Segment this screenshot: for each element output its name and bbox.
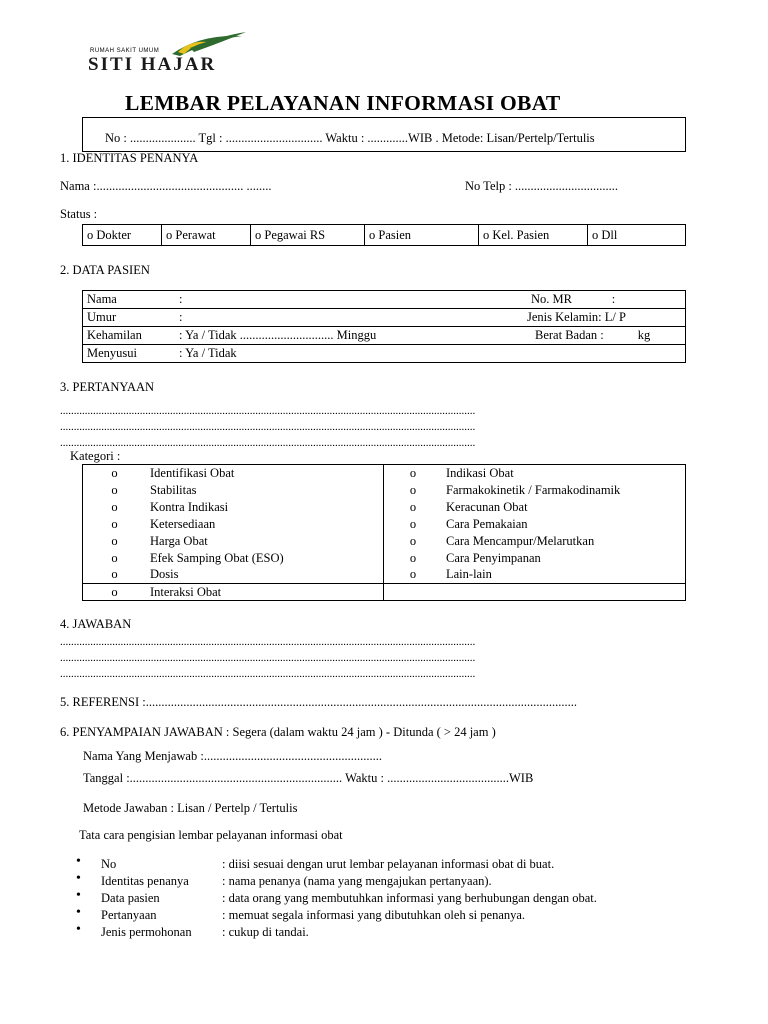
row-value[interactable]: : Ya / Tidak .............................. Minggu bbox=[179, 328, 377, 342]
list-item-term: No bbox=[101, 857, 117, 871]
jawaban-line-3[interactable]: ....................................................................................................................................................... bbox=[60, 668, 476, 680]
data-pasien-row bbox=[83, 327, 686, 345]
list-item-term: Data pasien bbox=[101, 891, 160, 905]
kategori-bullet-icon[interactable]: o bbox=[409, 516, 417, 531]
kategori-item: Identifikasi Obat bbox=[146, 465, 384, 482]
jawaban-line-1[interactable]: ....................................................................................................................................................... bbox=[60, 636, 476, 648]
list-item bbox=[76, 905, 696, 925]
section-6-heading: 6. PENYAMPAIAN JAWABAN : Segera (dalam waktu 24 jam ) - Ditunda ( > 24 jam ) bbox=[60, 725, 496, 739]
status-option-dll[interactable]: o Dll bbox=[588, 225, 686, 246]
status-option-perawat[interactable]: o Perawat bbox=[162, 225, 251, 246]
row-right-label: Berat Badan : bbox=[535, 328, 604, 342]
row-right-label: No. MR bbox=[531, 292, 572, 306]
bullet-icon: • bbox=[76, 871, 81, 886]
kategori-bullet-icon[interactable]: o bbox=[409, 465, 417, 480]
header-fields: No : ..................... Tgl : ............................... Waktu : .............WIB . Metode: Lisan/Pertelp/Tertulis bbox=[105, 131, 595, 145]
list-item bbox=[76, 888, 696, 908]
row-right-value bbox=[608, 345, 686, 363]
list-item-desc: : diisi sesuai dengan urut lembar pelayanan informasi obat di buat. bbox=[222, 857, 555, 871]
bullet-icon: • bbox=[76, 922, 81, 937]
kategori-table bbox=[82, 464, 686, 601]
status-option-pasien[interactable]: o Pasien bbox=[365, 225, 479, 246]
logo-subtitle: RUMAH SAKIT UMUM bbox=[90, 48, 160, 54]
row-value[interactable]: : bbox=[179, 310, 183, 324]
row-right-label bbox=[523, 345, 608, 363]
nama-penanya-field: Nama :............................................... ........ bbox=[60, 179, 272, 193]
kategori-bullet-icon[interactable]: o bbox=[111, 533, 118, 548]
tata-cara-list bbox=[76, 854, 696, 942]
list-item-term: Jenis permohonan bbox=[101, 925, 192, 939]
kategori-bullet-icon[interactable]: o bbox=[111, 465, 118, 480]
tanggal-waktu-field[interactable]: Tanggal :.................................................................... Waktu : .......................................WIB bbox=[83, 771, 534, 785]
kategori-label: Kategori : bbox=[70, 449, 121, 463]
data-pasien-row bbox=[83, 345, 686, 363]
kategori-item: Kontra Indikasi bbox=[146, 499, 384, 516]
data-pasien-row bbox=[83, 291, 686, 309]
kategori-item: Interaksi Obat bbox=[146, 584, 384, 601]
row-label: Nama bbox=[87, 292, 117, 306]
data-pasien-row bbox=[83, 309, 686, 327]
kategori-bullet-icon[interactable]: o bbox=[409, 533, 417, 548]
list-item-desc: : cukup di tandai. bbox=[222, 925, 309, 939]
page-title: LEMBAR PELAYANAN INFORMASI OBAT bbox=[125, 91, 561, 115]
list-item-term: Pertanyaan bbox=[101, 908, 157, 922]
list-item-desc: : memuat segala informasi yang dibutuhkan oleh si penanya. bbox=[222, 908, 526, 922]
section-5-referensi[interactable]: 5. REFERENSI :.......................................................................................................................................... bbox=[60, 695, 578, 709]
list-item bbox=[76, 922, 696, 942]
pertanyaan-line-3[interactable]: ....................................................................................................................................................... bbox=[60, 437, 476, 449]
logo-name: SITI HAJAR bbox=[88, 54, 217, 75]
kategori-item: Keracunan Obat bbox=[446, 499, 528, 514]
kategori-item: Lain-lain bbox=[446, 567, 492, 582]
section-1-heading: 1. IDENTITAS PENANYA bbox=[60, 151, 199, 165]
list-item-term: Identitas penanya bbox=[101, 874, 189, 888]
kategori-bullet-icon[interactable]: o bbox=[111, 516, 118, 531]
list-item-desc: : data orang yang membutuhkan informasi yang berhubungan dengan obat. bbox=[222, 891, 597, 905]
kategori-item: Cara Pemakaian bbox=[446, 516, 528, 531]
row-label: Menyusui bbox=[87, 346, 137, 360]
status-option-pegawai-rs[interactable]: o Pegawai RS bbox=[251, 225, 365, 246]
list-item bbox=[76, 854, 696, 874]
section-4-heading: 4. JAWABAN bbox=[60, 617, 132, 631]
row-right-label: Jenis Kelamin: L/ P bbox=[527, 310, 626, 324]
kategori-item: Dosis bbox=[146, 567, 384, 584]
pertanyaan-line-1[interactable]: ....................................................................................................................................................... bbox=[60, 405, 476, 417]
nama-menjawab-field[interactable]: Nama Yang Menjawab :......................................................... bbox=[83, 749, 382, 763]
kategori-item: Efek Samping Obat (ESO) bbox=[146, 550, 384, 567]
kategori-bullet-icon[interactable]: o bbox=[111, 499, 118, 514]
kategori-item: Ketersediaan bbox=[146, 516, 384, 533]
data-pasien-table bbox=[82, 290, 686, 363]
status-options-table bbox=[82, 224, 686, 246]
kategori-bullet-icon[interactable]: o bbox=[111, 482, 118, 497]
kategori-bullet-icon[interactable]: o bbox=[111, 567, 118, 582]
row-value[interactable]: : bbox=[179, 292, 183, 306]
row-label: Umur bbox=[87, 310, 117, 324]
row-value[interactable]: : Ya / Tidak bbox=[179, 346, 237, 360]
kategori-bullet-icon[interactable]: o bbox=[409, 550, 417, 565]
status-option-kel-pasien[interactable]: o Kel. Pasien bbox=[479, 225, 588, 246]
kategori-item bbox=[442, 584, 686, 601]
row-right-value[interactable]: : bbox=[611, 292, 616, 306]
bullet-icon: • bbox=[76, 854, 81, 869]
list-item bbox=[76, 871, 696, 891]
section-3-heading: 3. PERTANYAAN bbox=[60, 380, 155, 394]
kategori-item: Farmakokinetik / Farmakodinamik bbox=[446, 482, 621, 497]
no-telp-field: No Telp : ................................. bbox=[465, 179, 619, 193]
kategori-item: Harga Obat bbox=[146, 533, 384, 550]
bullet-icon: • bbox=[76, 905, 81, 920]
bullet-icon: • bbox=[76, 888, 81, 903]
kategori-bullet-icon[interactable]: o bbox=[409, 482, 417, 497]
header-box bbox=[82, 117, 686, 152]
kategori-item: Cara Penyimpanan bbox=[446, 550, 541, 565]
kategori-item: Stabilitas bbox=[146, 482, 384, 499]
row-right-value: kg bbox=[637, 328, 651, 342]
tata-cara-title: Tata cara pengisian lembar pelayanan informasi obat bbox=[79, 828, 343, 842]
row-label: Kehamilan bbox=[87, 328, 142, 342]
pertanyaan-line-2[interactable]: ....................................................................................................................................................... bbox=[60, 421, 476, 433]
kategori-bullet-icon[interactable]: o bbox=[111, 584, 118, 599]
status-label: Status : bbox=[60, 207, 98, 221]
kategori-bullet-icon[interactable]: o bbox=[409, 567, 417, 582]
metode-jawaban: Metode Jawaban : Lisan / Pertelp / Tertulis bbox=[83, 801, 298, 815]
section-2-heading: 2. DATA PASIEN bbox=[60, 263, 150, 277]
kategori-bullet-icon[interactable]: o bbox=[409, 499, 417, 514]
kategori-item: Cara Mencampur/Melarutkan bbox=[446, 533, 595, 548]
jawaban-line-2[interactable]: ....................................................................................................................................................... bbox=[60, 652, 476, 664]
kategori-bullet-icon[interactable]: o bbox=[111, 550, 118, 565]
kategori-item: Indikasi Obat bbox=[446, 465, 514, 480]
list-item-desc: : nama penanya (nama yang mengajukan pertanyaan). bbox=[222, 874, 492, 888]
status-option-dokter[interactable]: o Dokter bbox=[83, 225, 162, 246]
